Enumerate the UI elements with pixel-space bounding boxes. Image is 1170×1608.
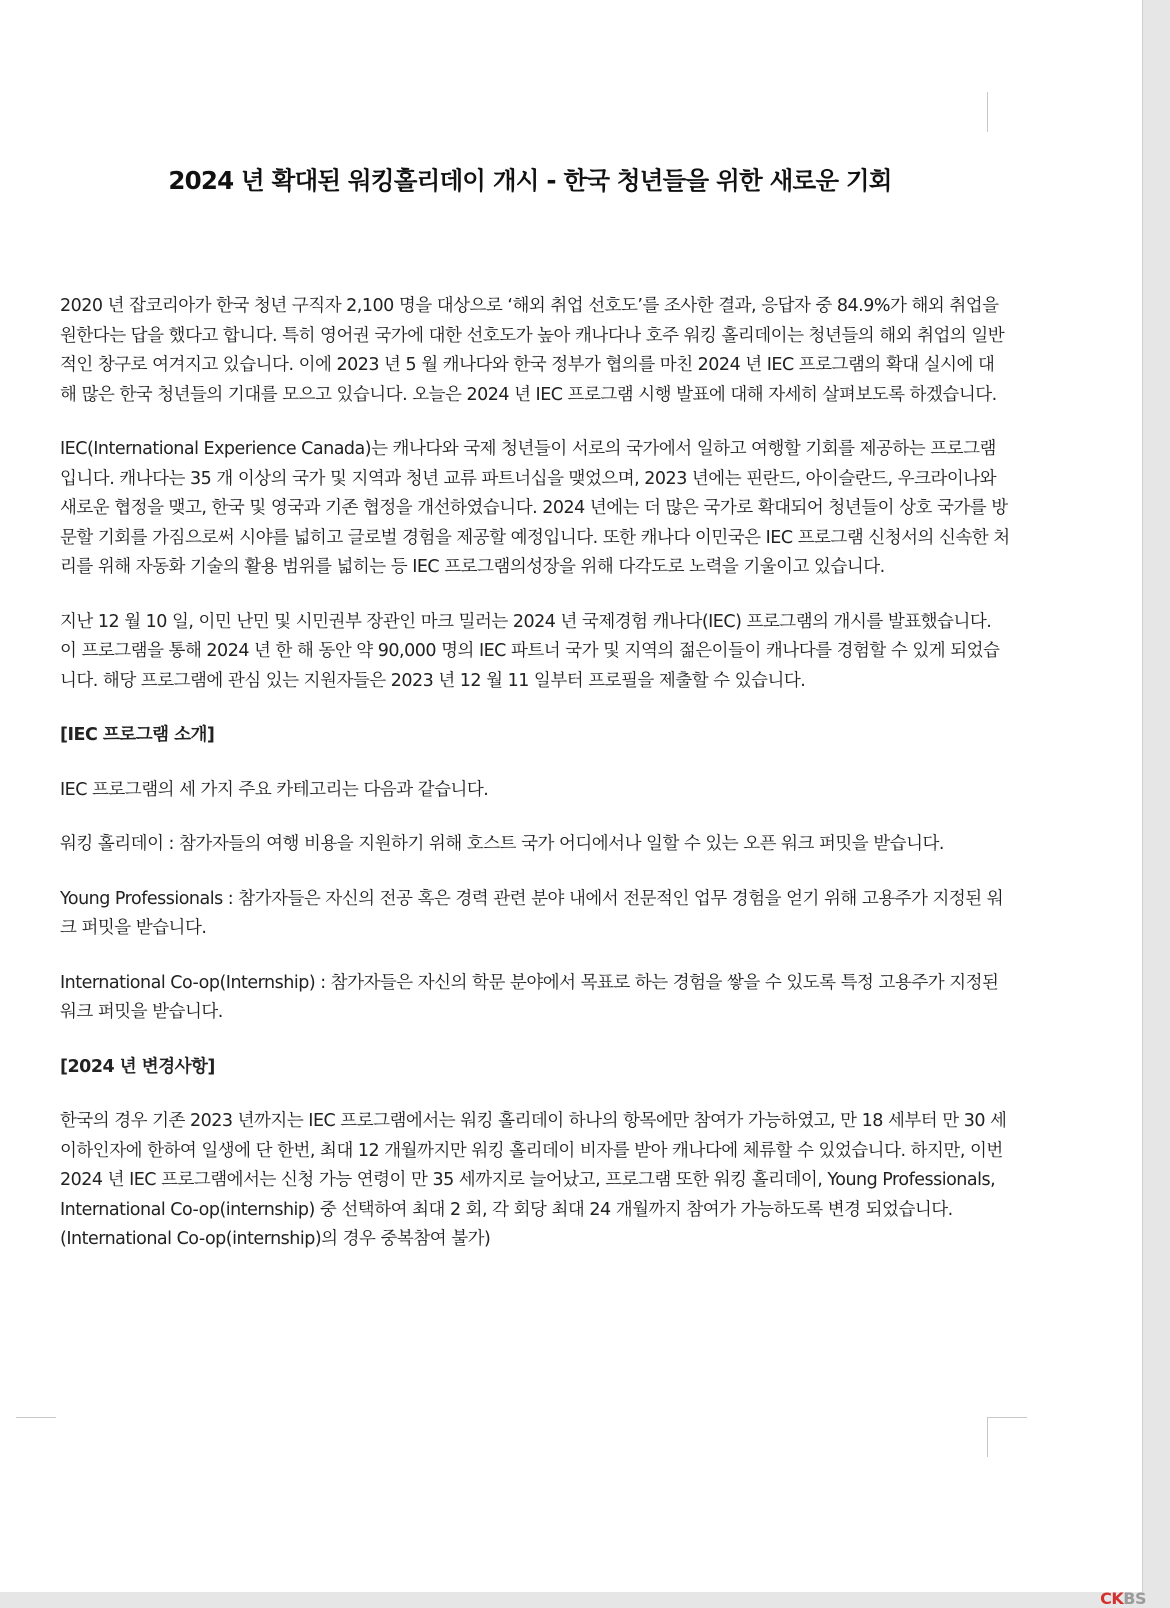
paragraph-intro: 2020 년 잡코리아가 한국 청년 구직자 2,100 명을 대상으로 ‘해외 취업 선호도’를 조사한 결과, 응답자 중 84.9%가 해외 취업을 원한다는 답을 했다고 합니다. 특히 영어권 국가에 대한 선호도가 높아 캐나다나 호주 워킹 홀리데이는 청년들의 해외 취업의 일반적인 창구로 여겨지고 있습니다. 이에 2023 년 5 월 캐나다와 한국 정부가 협의를 마친 2024 년 IEC 프로그램의 확대 실시에 대해 많은 한국 청년들의 기대를 모으고 있습니다. 오늘은 2024 년 IEC 프로그램 시행 발표에 대해 자세히 살펴보도록 하겠습니다. [60,296,1005,405]
crop-mark-bottom-right-v [987,1417,988,1457]
paragraph-2024-changes: 한국의 경우 기존 2023 년까지는 IEC 프로그램에서는 워킹 홀리데이 하나의 항목에만 참여가 가능하였고, 만 18 세부터 만 30 세 이하인자에 한하여 일생에 단 한번, 최대 12 개월까지만 워킹 홀리데이 비자를 받아 캐나다에 체류할 수 있었습니다. 하지만, 이번 2024 년 IEC 프로그램에서는 신청 가능 연령이 만 35 세까지로 늘어났고, 프로그램 또한 워킹 홀리데이, Young Professionals, International Co-op(internship) 중 선택하여 최대 2 회, 각 회당 최대 24 개월까지 참여가 가능하도록 변경 되었습니다. (International Co-op(internship)의 경우 중복참여 불가) [60,1111,1007,1249]
crop-mark-bottom-left-h [16,1417,56,1418]
document-body [60,292,1010,1280]
document-title: 2024 년 확대된 워킹홀리데이 개시 - 한국 청년들을 위한 새로운 기회 [168,166,892,195]
watermark-logo [1100,1589,1146,1608]
watermark-part-ck: CK [1100,1589,1124,1608]
category-working-holiday: 워킹 홀리데이 : 참가자들의 여행 비용을 지원하기 위해 호스트 국가 어디에서나 일할 수 있는 오픈 워크 퍼밋을 받습니다. [60,834,944,854]
section-heading-2024-changes: [2024 년 변경사항] [60,1056,215,1077]
section-heading-iec-intro: [IEC 프로그램 소개] [60,725,215,745]
crop-mark-top-right [987,92,988,132]
section-intro-text: IEC 프로그램의 세 가지 주요 카테고리는 다음과 같습니다. [60,779,489,800]
category-young-professionals: Young Professionals : 참가자들은 자신의 전공 혹은 경력 관련 분야 내에서 전문적인 업무 경험을 얻기 위해 고용주가 지정된 워크 퍼밋을 받습니다. [60,888,1004,938]
category-international-coop: International Co-op(Internship) : 참가자들은 자신의 학문 분야에서 목표로 하는 경험을 쌓을 수 있도록 특정 고용주가 지정된 워크 퍼밋을 받습니다. [60,972,999,1022]
paragraph-announcement: 지난 12 월 10 일, 이민 난민 및 시민권부 장관인 마크 밀러는 2024 년 국제경험 캐나다(IEC) 프로그램의 개시를 발표했습니다. 이 프로그램을 통해 2024 년 한 해 동안 약 90,000 명의 IEC 파트너 국가 및 지역의 젊은이들이 캐나다를 경험할 수 있게 되었습니다. 해당 프로그램에 관심 있는 지원자들은 2023 년 12 월 11 일부터 프로필을 제출할 수 있습니다. [60,611,1000,691]
watermark-part-bs: BS [1123,1589,1146,1608]
paragraph-iec-overview: IEC(International Experience Canada)는 캐나다와 국제 청년들이 서로의 국가에서 일하고 여행할 기회를 제공하는 프로그램입니다. 캐나다는 35 개 이상의 국가 및 지역과 청년 교류 파트너십을 맺었으며, 2023 년에는 핀란드, 아이슬란드, 우크라이나와 새로운 협정을 맺고, 한국 및 영국과 기존 협정을 개선하였습니다. 2024 년에는 더 많은 국가로 확대되어 청년들이 상호 국가를 방문할 기회를 가짐으로써 시야를 넓히고 글로벌 경험을 제공할 예정입니다. 또한 캐나다 이민국은 IEC 프로그램 신청서의 신속한 처리를 위해 자동화 기술의 활용 범위를 넓히는 등 IEC 프로그램의성장을 위해 다각도로 노력을 기울이고 있습니다. [60,439,1010,577]
crop-mark-bottom-right-h [987,1417,1027,1418]
